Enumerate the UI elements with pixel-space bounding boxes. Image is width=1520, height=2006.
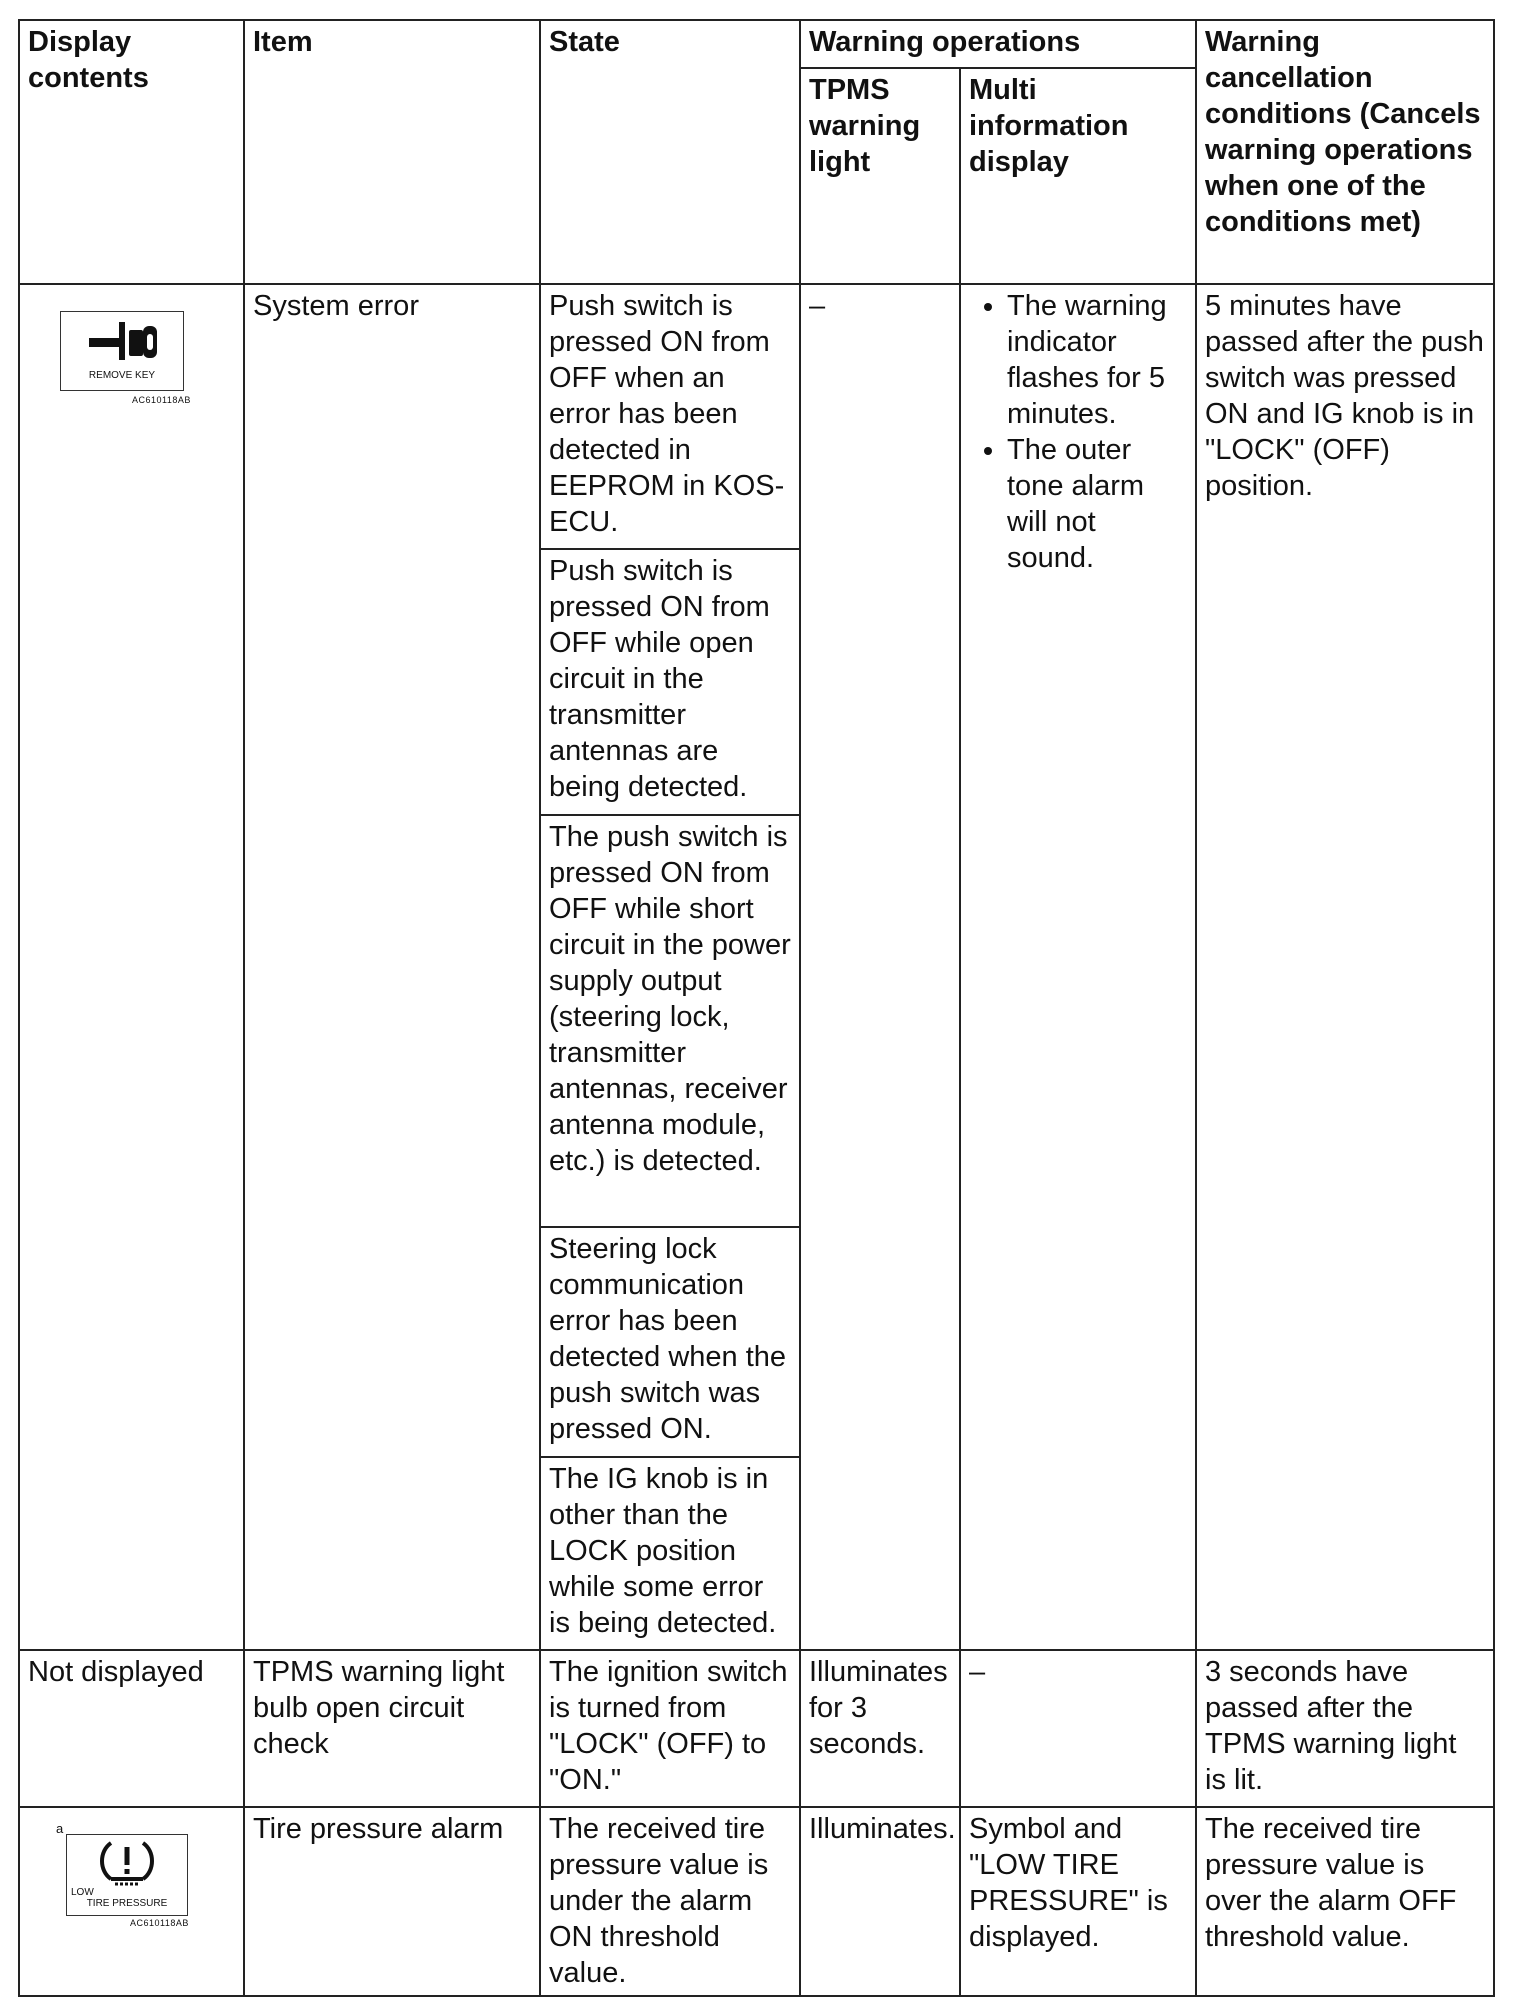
figure-id: AC610118AB — [130, 1918, 189, 1928]
display-low-tire-pressure — [19, 1807, 244, 1996]
header-multi-information-display: Multi information display — [960, 68, 1196, 284]
state-cell: Steering lock communication error has been detected when the push switch was pressed ON. — [540, 1227, 800, 1457]
header-warning-operations: Warning operations — [800, 20, 1196, 68]
display-remove-key — [19, 284, 244, 1650]
header-warning-cancellation: Warning cancellation conditions (Cancels warning operations when one of the conditions met) — [1196, 20, 1494, 284]
header-display-contents: Display contents — [19, 20, 244, 284]
display-not-displayed: Not displayed — [19, 1650, 244, 1807]
tire-pressure-icon — [67, 1835, 187, 1887]
tpms-cell: Illuminates. — [800, 1807, 960, 1996]
state-cell: The received tire pressure value is under the alarm ON threshold value. — [540, 1807, 800, 1996]
state-cell: The push switch is pressed ON from OFF while short circuit in the power supply output (steering lock, transmitter antennas, receiver antenna module, etc.) is detected. — [540, 815, 800, 1227]
figure-id: AC610118AB — [132, 395, 191, 405]
cancel-cell: 3 seconds have passed after the TPMS warning light is lit. — [1196, 1650, 1494, 1807]
state-cell: Push switch is pressed ON from OFF while open circuit in the transmitter antennas are being detected. — [540, 549, 800, 815]
state-cell: The IG knob is in other than the LOCK position while some error is being detected. — [540, 1457, 800, 1650]
header-tpms-warning-light: TPMS warning light — [800, 68, 960, 284]
item-bulb-check: TPMS warning light bulb open circuit check — [244, 1650, 540, 1807]
item-tire-alarm: Tire pressure alarm — [244, 1807, 540, 1996]
tpms-cell: Illuminates for 3 seconds. — [800, 1650, 960, 1807]
multi-info-cell — [960, 284, 1196, 1650]
warning-spec-table — [18, 19, 1495, 1997]
remove-key-display-figure — [60, 311, 184, 391]
multi-info-cell: Symbol and "LOW TIRE PRESSURE" is displayed. — [960, 1807, 1196, 1996]
tire-pressure-caption: TIRE PRESSURE — [86, 1898, 168, 1909]
item-system-error: System error — [244, 284, 540, 1650]
cancel-cell: The received tire pressure value is over the alarm OFF threshold value. — [1196, 1807, 1494, 1996]
header-item: Item — [244, 20, 540, 284]
multi-info-bullets — [969, 288, 1187, 576]
corner-mark: a — [56, 1821, 64, 1836]
tpms-cell: – — [800, 284, 960, 1650]
cancel-cell: 5 minutes have passed after the push switch was pressed ON and IG knob is in "LOCK" (OFF) position. — [1196, 284, 1494, 1650]
bullet-item: • The outer tone alarm will not sound. — [1007, 432, 1187, 576]
bullet-item: • The warning indicator flashes for 5 minutes. — [1007, 288, 1187, 432]
remove-key-caption: REMOVE KEY — [88, 370, 156, 381]
state-cell: Push switch is pressed ON from OFF when an error has been detected in EEPROM in KOS-ECU. — [540, 284, 800, 549]
low-caption: LOW — [71, 1887, 94, 1898]
low-tire-display-figure — [66, 1834, 188, 1916]
state-cell: The ignition switch is turned from "LOCK" (OFF) to "ON." — [540, 1650, 800, 1807]
header-state: State — [540, 20, 800, 284]
multi-info-cell: – — [960, 1650, 1196, 1807]
key-icon — [61, 312, 183, 372]
